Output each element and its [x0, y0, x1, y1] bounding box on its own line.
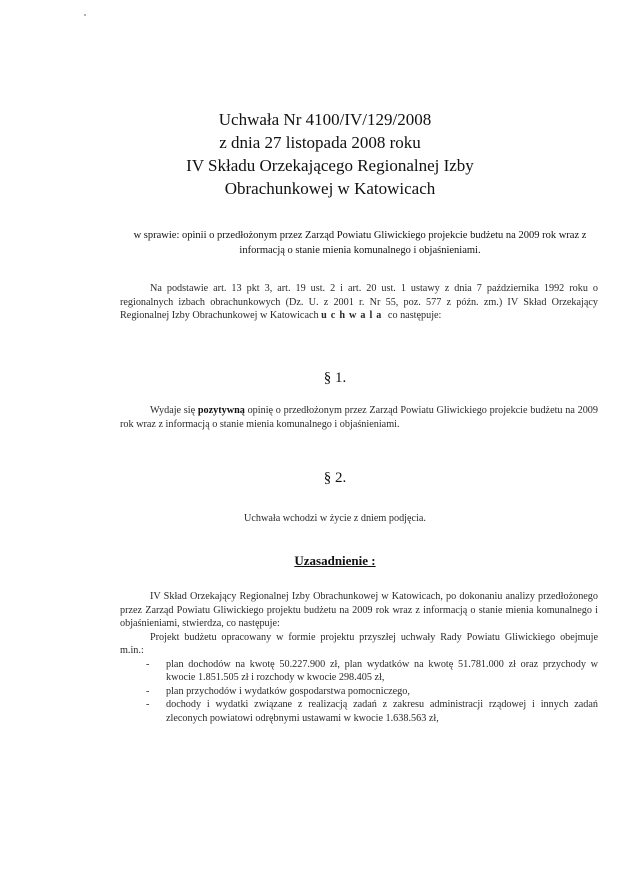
justification-heading: Uzasadnienie :: [294, 553, 376, 568]
list-item-text: plan dochodów na kwotę 50.227.900 zł, plan wydatków na kwotę 51.781.000 zł oraz przychody w kwocie 1.851.505 zł i rozchody w kwocie 298.405 zł,: [166, 658, 598, 683]
section-2-text: Uchwała wchodzi w życie z dniem podjęcia.: [244, 513, 426, 524]
justification-para-1: IV Skład Orzekający Regionalnej Izby Obrachunkowej w Katowicach, po dokonaniu analizy przedłożonego przez Zarząd Powiatu Gliwickiego projektu budżetu na 2009 rok wraz z informacją o stanie mienia komunalnego i objaśnieniami, stwierdza, co następuje:: [120, 591, 598, 629]
section-1-text-before: Wydaje się: [150, 405, 198, 416]
title-date: z dnia 27 listopada 2008 roku: [219, 133, 421, 152]
section-1-text-after: opinię o przedłożonym przez Zarząd Powiatu Gliwickiego projekcie budżetu na 2009 rok wraz z informacją o stanie mienia komunalnego i objaśnieniami.: [120, 405, 598, 430]
list-item-text: plan przychodów i wydatków gospodarstwa pomocniczego,: [166, 685, 410, 697]
justification-list: [120, 658, 598, 726]
section-1-heading: § 1.: [323, 370, 347, 386]
section-1-emphasis: pozytywną: [197, 405, 245, 416]
list-item: [120, 698, 598, 725]
title-body-2: Obrachunkowej w Katowicach: [224, 179, 436, 198]
basis-text: Na podstawie art. 13 pkt 3, art. 19 ust. 2 i art. 20 ust. 1 ustawy z dnia 7 października 1992 roku o regionalnych izbach obrachunkowych (Dz. U. z 2001 r. Nr 55, poz. 577 z późn. zm.) IV Skład Orzekający Regionalnej Izby Obrachunkowej w Katowicach: [120, 283, 598, 321]
basis-tail: co następuje:: [385, 310, 442, 321]
section-2-heading: § 2.: [323, 470, 347, 486]
list-dash: -: [146, 658, 150, 670]
list-item-text: dochody i wydatki związane z realizacją zadań z zakresu administracji rządowej i innych zadań zleconych powiatowi odrębnymi ustawami w kwocie 1.638.563 zł,: [166, 699, 598, 724]
subject-lead: w sprawie:: [133, 230, 180, 241]
resolution-subject: [118, 228, 602, 258]
scan-speck: [84, 14, 86, 16]
resolution-title: [0, 108, 640, 200]
section-1-text: [120, 404, 598, 431]
basis-emphasis: uchwala: [321, 310, 386, 321]
title-number: Uchwała Nr 4100/IV/129/2008: [218, 110, 432, 129]
list-dash: -: [146, 685, 150, 697]
list-dash: -: [146, 699, 150, 710]
justification-para-2: Projekt budżetu opracowany w formie projektu przyszłej uchwały Rady Powiatu Gliwickiego obejmuje m.in.:: [120, 631, 598, 656]
legal-basis: [120, 282, 598, 323]
list-item: [120, 658, 598, 685]
title-body-1: IV Składu Orzekającego Regionalnej Izby: [186, 156, 474, 175]
subject-text: opinii o przedłożonym przez Zarząd Powiatu Gliwickiego projekcie budżetu na 2009 rok wraz z informacją o stanie mienia komunalnego i objaśnieniami.: [179, 230, 587, 256]
list-item: [120, 685, 598, 699]
justification-body: [120, 590, 598, 725]
